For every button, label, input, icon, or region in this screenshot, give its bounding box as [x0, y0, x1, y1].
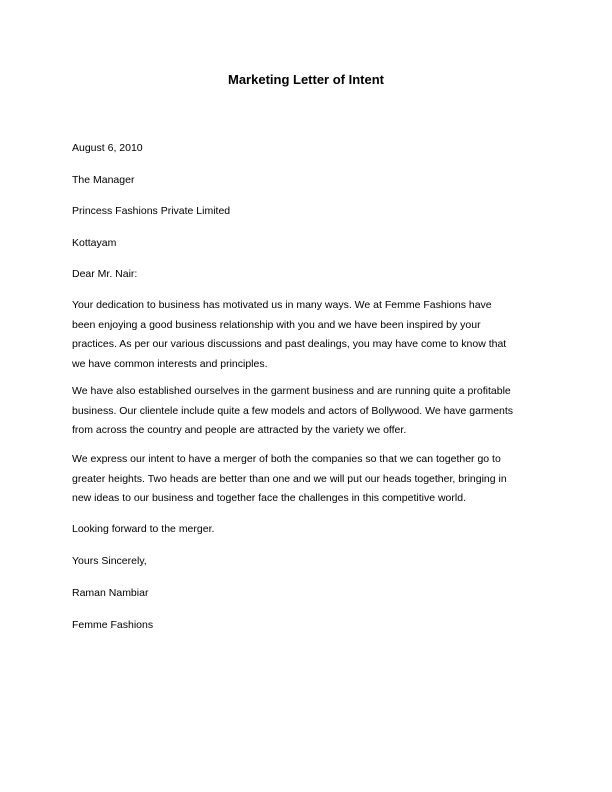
paragraph-3: [72, 450, 542, 509]
salutation: Dear Mr. Nair:: [72, 268, 138, 280]
recipient-title: The Manager: [72, 174, 135, 186]
letter-title: Marketing Letter of Intent: [227, 72, 384, 87]
paragraph-1-line: been enjoying a good business relationship with you and we have been inspired by your: [72, 318, 481, 331]
closing-line: Looking forward to the merger.: [72, 523, 215, 535]
paragraph-2-line: from across the country and people are attracted by the variety we offer.: [72, 424, 407, 436]
letter-date: August 6, 2010: [72, 142, 143, 154]
paragraph-3-line: new ideas to our business and together face the challenges in this competitive world.: [72, 492, 466, 504]
recipient-city: Kottayam: [72, 237, 117, 249]
paragraph-2-line: We have also established ourselves in the garment business and are running quite a profitable: [72, 385, 511, 397]
paragraph-3-line: greater heights. Two heads are better than one and we will put our heads together, bringing in: [72, 472, 507, 485]
paragraph-3-line: We express our intent to have a merger of both the companies so that we can together go to: [72, 453, 501, 465]
recipient-company: Princess Fashions Private Limited: [72, 205, 231, 217]
paragraph-1: [72, 296, 542, 374]
paragraph-2: [72, 382, 542, 441]
sender-company: Femme Fashions: [72, 619, 154, 631]
paragraph-1-line: we have common interests and principles.: [72, 357, 268, 370]
paragraph-1-line: practices. As per our various discussions and past dealings, you may have come to know that: [72, 338, 507, 350]
valediction: Yours Sincerely,: [72, 555, 147, 567]
paragraph-1-line: Your dedication to business has motivated us in many ways. We at Femme Fashions have: [72, 299, 492, 311]
sender-name: Raman Nambiar: [72, 587, 149, 599]
paragraph-2-line: business. Our clientele include quite a few models and actors of Bollywood. We have garments: [72, 404, 514, 417]
